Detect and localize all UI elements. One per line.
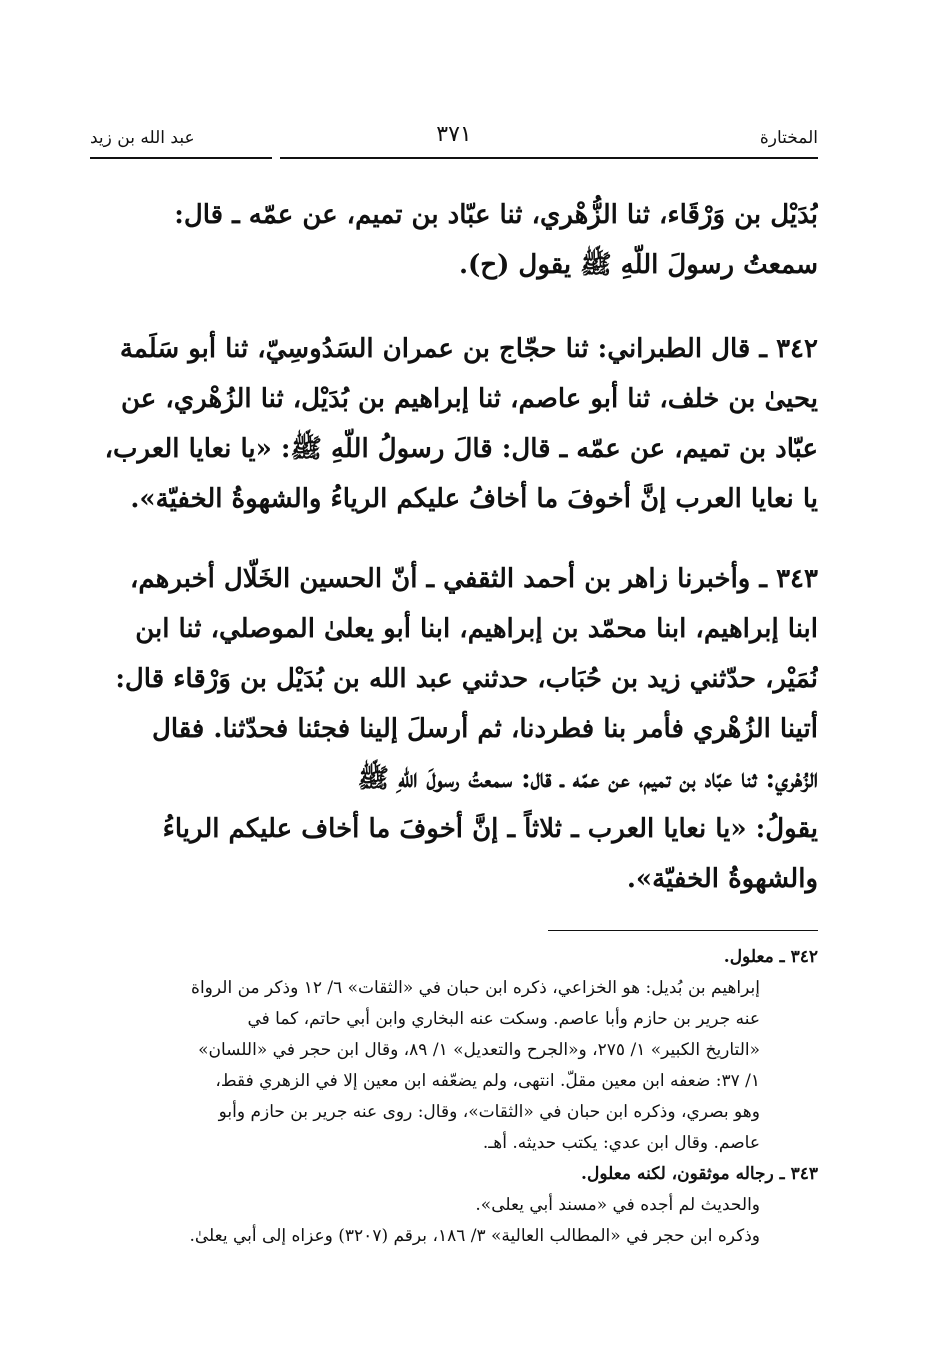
paragraph-continuation xyxy=(98,190,818,290)
footnote-line: والحديث لم أجده في «مسند أبي يعلى». xyxy=(475,1195,760,1215)
text-line: يقولُ: «يا نعايا العرب ـ ثلاثاً ـ إنَّ أخوفَ ما أخاف عليكم الرياءُ xyxy=(162,814,818,844)
footnote-line: ٣٤٣ ـ رجاله موثقون، لكنه معلول. xyxy=(581,1164,818,1184)
footnote-line: ١/ ٣٧: ضعفه ابن معين مقلّ. انتهى، ولم يضعّفه ابن معين إلا في الزهري فقط، xyxy=(215,1071,760,1091)
header-book-title: المختارة xyxy=(759,128,818,148)
text-line: والشهوةُ الخفيّة». xyxy=(626,864,818,894)
footnote-line: عاصم. وقال ابن عدي: يكتب حديثه. أهـ. xyxy=(482,1133,760,1153)
text-line: يا نعايا العرب إنَّ أخوفَ ما أخافُ عليكم الرياءُ والشهوةُ الخفيّة». xyxy=(130,484,818,514)
footnote-rule xyxy=(548,930,818,931)
header-section-title: عبد الله بن زيد xyxy=(90,128,195,148)
text-line: يحيىٰ بن خلف، ثنا أبو عاصم، ثنا إبراهيم بن بُدَيْل، ثنا الزُهْري، عن xyxy=(121,384,818,414)
text-line: ٣٤٢ ـ قال الطبراني: ثنا حجّاج بن عمران السَدُوسِيّ، ثنا أبو سَلَمة xyxy=(119,334,818,364)
hadith-343 xyxy=(98,554,818,904)
text-line: أتينا الزُهْري فأمر بنا فطردنا، ثم أرسلَ إلينا فجئنا فحدّثنا. فقال xyxy=(151,714,818,744)
text-line: ٣٤٣ ـ وأخبرنا زاهر بن أحمد الثقفي ـ أنّ الحسين الخَلّال أخبرهم، xyxy=(129,564,818,594)
header-rule-main xyxy=(280,157,818,159)
page-number: ٣٧١ xyxy=(436,122,472,147)
footnote-line: وذكره ابن حجر في «المطالب العالية» ٣/ ١٨٦، برقم (٣٢٠٧) وعزاه إلى أبي يعلىٰ. xyxy=(189,1226,760,1246)
text-line: عبّاد بن تميم، عن عمّه ـ قال: قالَ رسولُ اللّهِ ﷺ: «يا نعايا العرب، xyxy=(104,434,818,464)
text-line: ابنا إبراهيم، ابنا محمّد بن إبراهيم، ابنا أبو يعلىٰ الموصلي، ثنا ابن xyxy=(135,614,818,644)
footnote-line: عنه جرير بن حازم وأبا عاصم. وسكت عنه البخاري وابن أبي حاتم، كما في xyxy=(247,1009,760,1029)
text-line: بُدَيْل بن وَرْقَاء، ثنا الزُّهْري، ثنا عبّاد بن تميم، عن عمّه ـ قال: xyxy=(174,200,818,230)
footnote-line: «التاريخ الكبير» ١/ ٢٧٥، و«الجرح والتعديل» ١/ ٨٩، وقال ابن حجر في «اللسان» xyxy=(198,1040,760,1060)
footnotes xyxy=(98,942,818,1252)
footnote-line: وهو بصري، وذكره ابن حبان في «الثقات»، وقال: روى عنه جرير بن حازم وأبو xyxy=(218,1102,760,1122)
text-line: نُمَيْر، حدّثني زيد بن حُبَاب، حدثني عبد الله بن بُدَيْل بن وَرْقاء قال: xyxy=(115,664,818,694)
hadith-342 xyxy=(98,324,818,524)
footnote-line: إبراهيم بن بُديل: هو الخزاعي، ذكره ابن حبان في «الثقات» ٦/ ١٢ وذكر من الرواة xyxy=(191,978,760,998)
header-rule-side xyxy=(90,157,272,159)
text-line: الزُهْري: ثنا عبّاد بن تميم، عن عمّه ـ قال: سمعتُ رسولَ اللّهِ ﷺ xyxy=(357,764,818,794)
text-line: سمعتُ رسولَ اللّهِ ﷺ يقول (ح). xyxy=(458,250,818,280)
running-header xyxy=(90,122,818,158)
footnote-line: ٣٤٢ ـ معلول. xyxy=(723,947,818,967)
